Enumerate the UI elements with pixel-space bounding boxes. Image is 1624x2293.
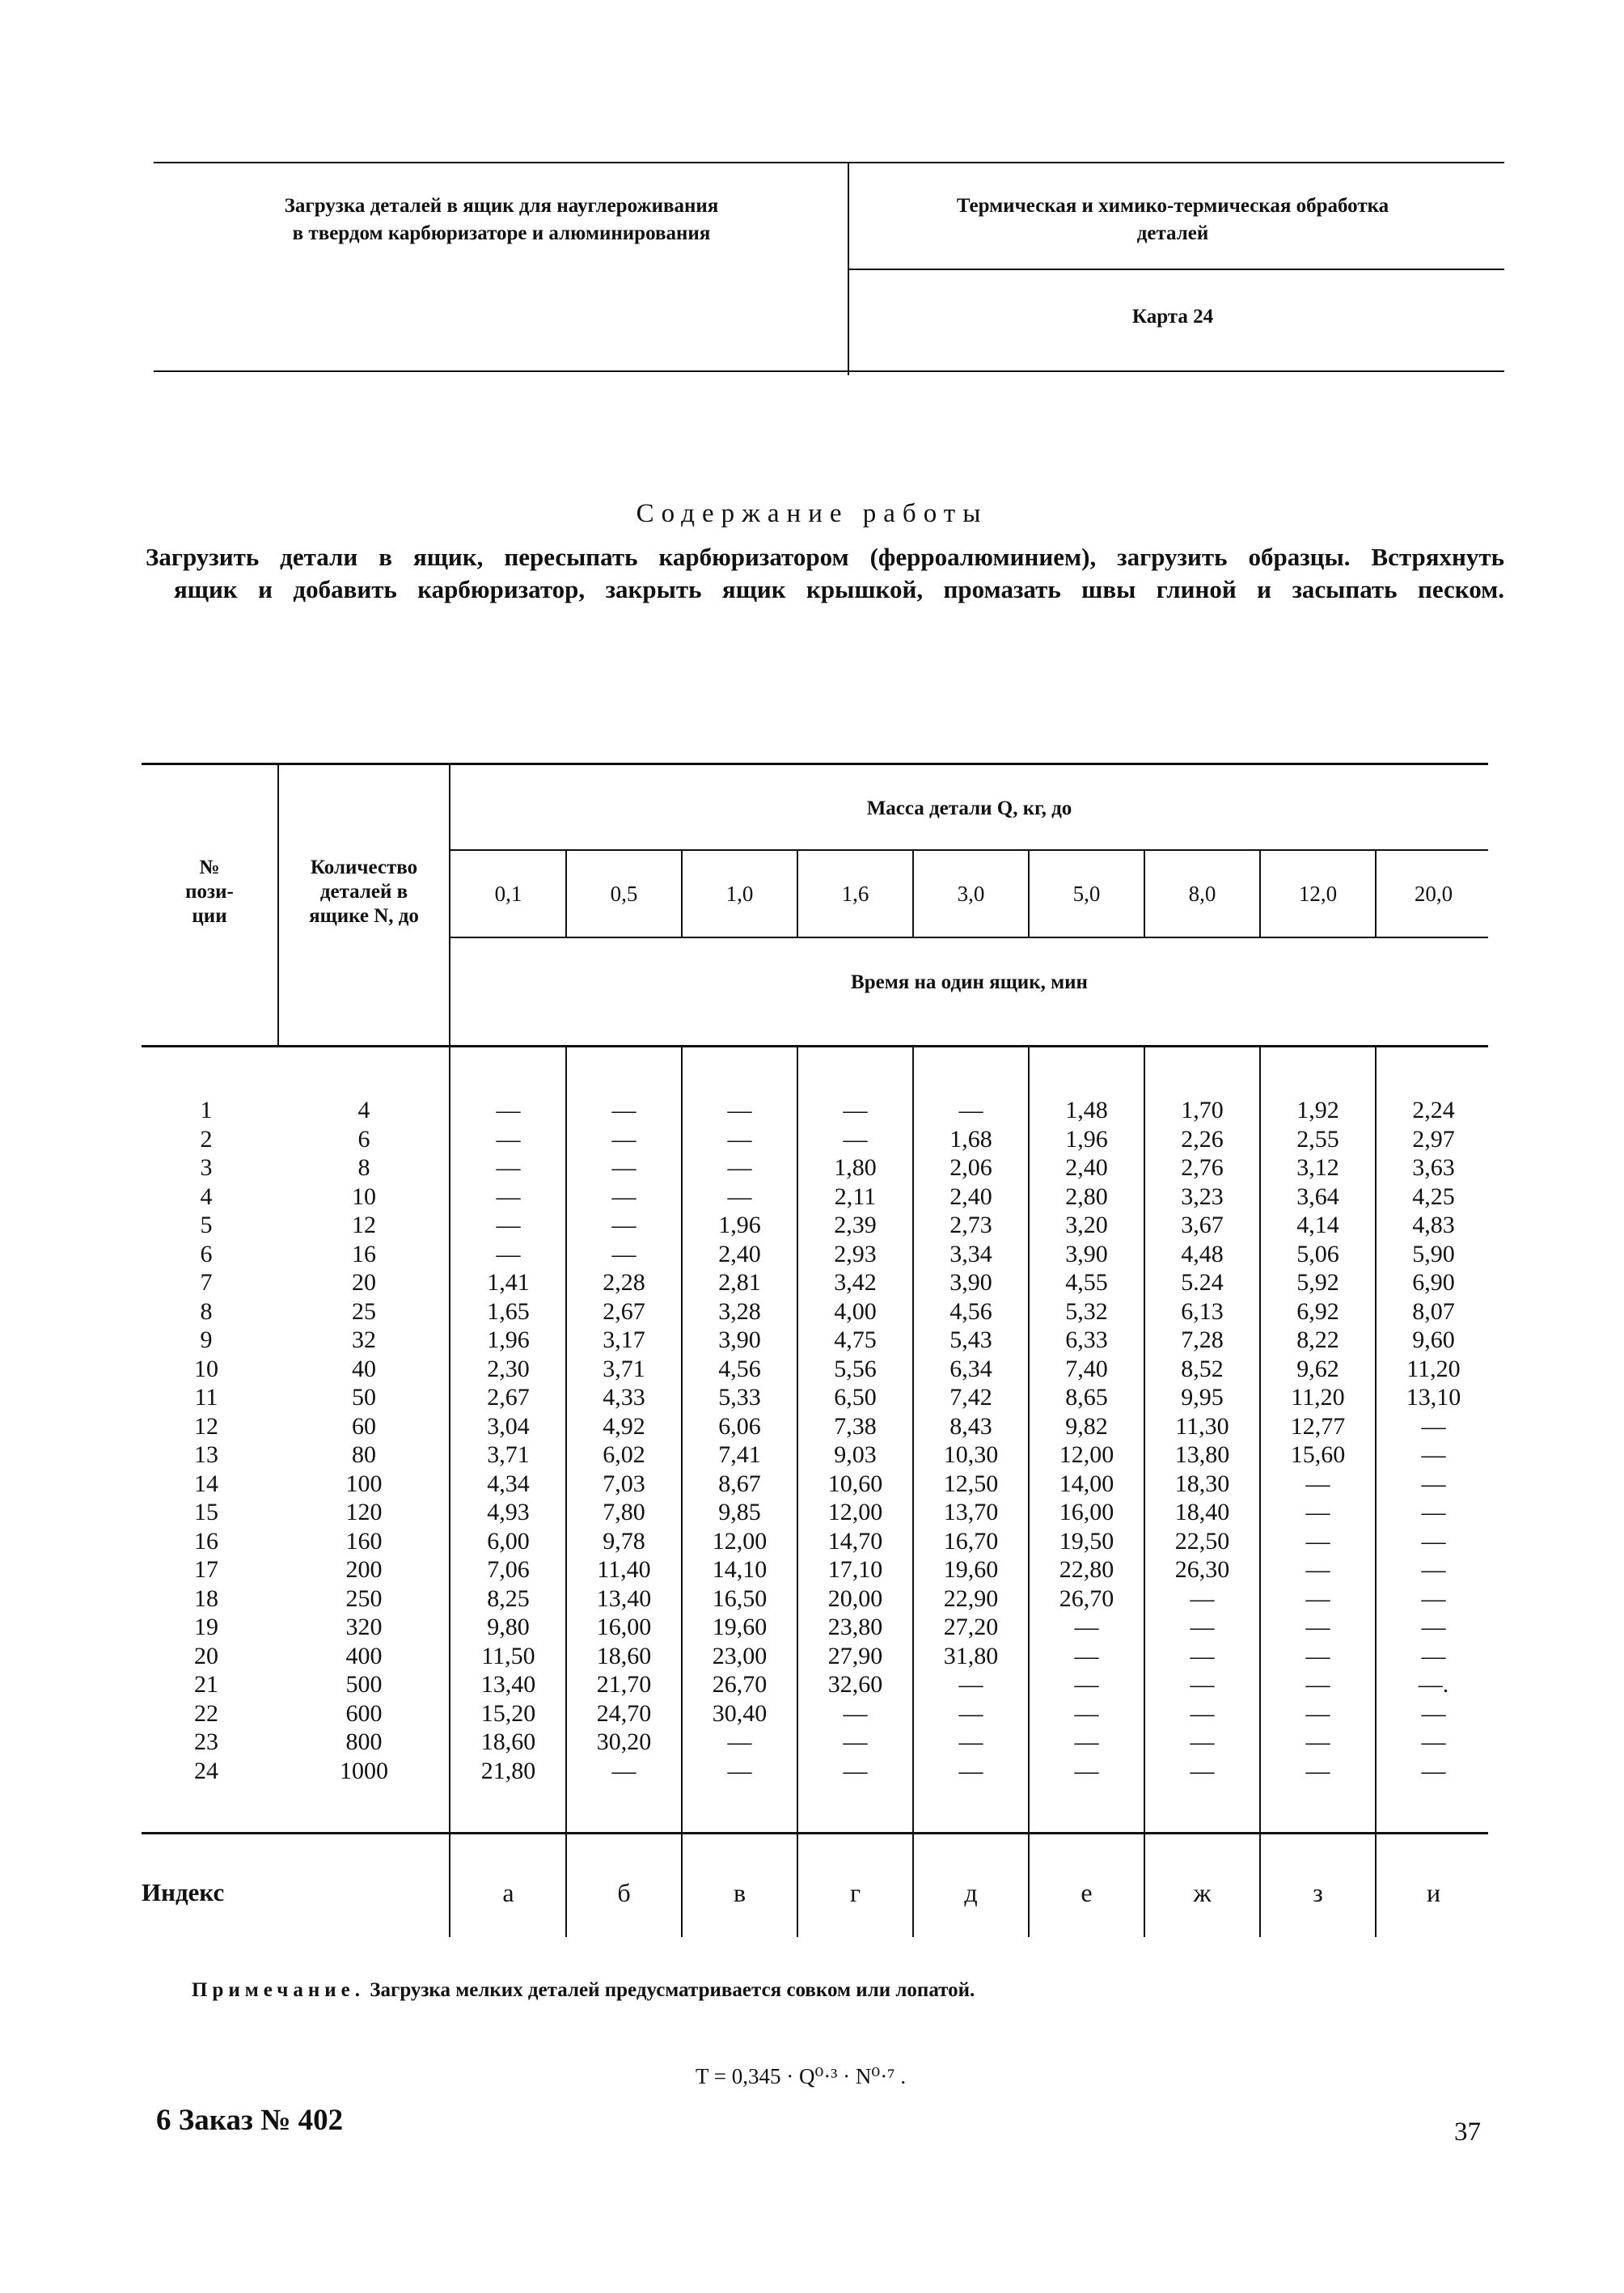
time-value: 5,32 xyxy=(1065,1297,1108,1325)
quantity-value: 800 xyxy=(345,1728,383,1755)
time-value: — xyxy=(1305,1614,1330,1640)
time-value: 2,40 xyxy=(1065,1154,1108,1181)
time-value: — xyxy=(1305,1699,1330,1727)
time-value: — xyxy=(496,1182,521,1210)
time-value: — xyxy=(1190,1757,1215,1784)
formula: T = 0,345 · Q⁰·³ · N⁰·⁷ . xyxy=(696,2064,907,2088)
time-value: 6,00 xyxy=(487,1527,530,1555)
time-value: 32,60 xyxy=(827,1671,883,1698)
time-value: 5,06 xyxy=(1296,1240,1339,1267)
time-value: 2,67 xyxy=(603,1297,645,1325)
mass-value: 0,5 xyxy=(610,882,638,906)
time-header: Время на один ящик, мин xyxy=(851,971,1088,993)
time-value: 3,04 xyxy=(487,1412,530,1440)
time-value: 2,81 xyxy=(718,1269,761,1296)
position-number: 19 xyxy=(194,1614,218,1640)
position-number: 14 xyxy=(194,1470,218,1497)
time-value: — xyxy=(843,1699,868,1727)
time-value: 11,20 xyxy=(1406,1355,1461,1382)
time-value: 14,70 xyxy=(827,1527,883,1555)
quantity-value: 100 xyxy=(345,1470,383,1497)
time-value: 2,11 xyxy=(834,1182,877,1210)
time-value: 2,73 xyxy=(949,1212,992,1238)
time-value: 3,12 xyxy=(1296,1154,1339,1181)
time-value: 2,26 xyxy=(1181,1125,1224,1153)
time-value: — xyxy=(611,1757,636,1784)
time-value: 30,40 xyxy=(712,1699,768,1727)
position-number: 16 xyxy=(194,1527,218,1555)
time-value: 13,80 xyxy=(1174,1441,1230,1468)
time-value: 18,40 xyxy=(1174,1499,1230,1525)
mass-value: 5,0 xyxy=(1072,882,1101,906)
time-value: 4,34 xyxy=(487,1470,530,1497)
time-value: — xyxy=(496,1240,521,1267)
time-value: — xyxy=(727,1154,752,1181)
time-value: — xyxy=(1421,1527,1446,1555)
time-value: 2,93 xyxy=(834,1240,877,1267)
time-value: 23,00 xyxy=(712,1642,768,1669)
time-value: 19,60 xyxy=(943,1556,999,1583)
time-value: 8,67 xyxy=(718,1470,761,1497)
header-right-title: Термическая и химико-термическая обработка деталей xyxy=(956,195,1389,244)
time-value: — xyxy=(958,1757,983,1784)
quantity-value: 16 xyxy=(352,1240,376,1267)
time-value: 1,92 xyxy=(1296,1097,1339,1123)
time-value: 18,60 xyxy=(480,1728,536,1755)
time-value: 4,25 xyxy=(1412,1182,1455,1210)
time-value: 3,28 xyxy=(718,1297,761,1325)
time-value: 2,97 xyxy=(1412,1125,1455,1153)
time-value: 3,71 xyxy=(487,1441,530,1468)
time-value: 8,43 xyxy=(949,1412,992,1440)
quantity-value: 12 xyxy=(352,1212,376,1238)
position-number: 8 xyxy=(200,1297,213,1325)
time-value: 7,06 xyxy=(487,1556,530,1583)
position-number: 9 xyxy=(200,1326,213,1353)
time-value: 1,96 xyxy=(1065,1125,1108,1153)
time-value: 6,90 xyxy=(1412,1269,1455,1296)
order-number: 6 Заказ № 402 xyxy=(156,2104,344,2137)
time-value: — xyxy=(1074,1671,1099,1698)
index-letter: б xyxy=(617,1878,631,1907)
time-value: 2,24 xyxy=(1412,1097,1455,1123)
time-value: — xyxy=(843,1125,868,1153)
time-value: 19,60 xyxy=(712,1614,768,1640)
quantity-value: 8 xyxy=(357,1154,370,1181)
position-number: 18 xyxy=(194,1584,218,1612)
time-value: 15,20 xyxy=(480,1699,536,1727)
time-value: 22,50 xyxy=(1174,1527,1230,1555)
col-header-position: № пози- ции xyxy=(185,857,234,927)
mass-value: 12,0 xyxy=(1298,882,1338,906)
position-number: 12 xyxy=(194,1412,218,1440)
time-value: 12,50 xyxy=(943,1470,999,1497)
position-number: 4 xyxy=(200,1182,213,1210)
time-value: — xyxy=(727,1757,752,1784)
note-text: Загрузка мелких деталей предусматривается совком или лопатой. xyxy=(370,1979,975,2001)
time-value: — xyxy=(496,1212,521,1238)
time-value: — xyxy=(1074,1757,1099,1784)
time-value: 9,80 xyxy=(487,1614,530,1640)
quantity-value: 20 xyxy=(352,1269,376,1296)
time-value: 6,92 xyxy=(1296,1297,1339,1325)
position-number: 21 xyxy=(194,1671,218,1698)
time-value: 8,22 xyxy=(1296,1326,1339,1353)
time-value: 9,60 xyxy=(1412,1326,1455,1353)
time-value: 22,90 xyxy=(943,1584,999,1612)
time-value: 3,42 xyxy=(834,1269,877,1296)
time-value: 30,20 xyxy=(596,1728,652,1755)
position-number: 13 xyxy=(194,1441,218,1468)
time-value: 31,80 xyxy=(943,1642,999,1669)
time-value: 1,65 xyxy=(487,1297,530,1325)
position-number: 22 xyxy=(194,1699,218,1727)
time-value: 21,70 xyxy=(596,1671,652,1698)
time-value: 2,28 xyxy=(603,1269,645,1296)
time-value: — xyxy=(843,1097,868,1123)
time-value: 12,77 xyxy=(1290,1412,1346,1440)
page-number: 37 xyxy=(1454,2117,1481,2147)
time-value: 1,96 xyxy=(718,1212,761,1238)
position-number: 6 xyxy=(200,1240,213,1267)
time-value: — xyxy=(1421,1499,1446,1525)
time-value: 4,33 xyxy=(603,1384,645,1411)
time-value: — xyxy=(1305,1728,1330,1755)
time-value: 4,93 xyxy=(487,1499,530,1525)
time-value: 3,63 xyxy=(1412,1154,1455,1181)
time-value: 6,13 xyxy=(1181,1297,1224,1325)
time-value: 9,78 xyxy=(603,1527,645,1555)
time-value: 14,10 xyxy=(712,1556,768,1583)
time-value: 3,20 xyxy=(1065,1212,1108,1238)
position-number: 7 xyxy=(200,1269,213,1296)
description-line-1: Загрузить детали в ящик, пересыпать карбюризатором (ферроалюминием), загрузить образцы. Встряхнуть xyxy=(146,543,1504,571)
index-letter: и xyxy=(1426,1878,1441,1907)
index-label: Индекс xyxy=(142,1878,225,1906)
time-value: — xyxy=(958,1097,983,1123)
time-value: 16,50 xyxy=(712,1584,768,1612)
time-value: — xyxy=(1305,1757,1330,1784)
time-value: — xyxy=(1190,1584,1215,1612)
time-value: — xyxy=(843,1757,868,1784)
time-value: 27,90 xyxy=(827,1642,883,1669)
time-value: 11,30 xyxy=(1175,1412,1229,1440)
time-value: 27,20 xyxy=(943,1614,999,1640)
time-value: 7,03 xyxy=(603,1470,645,1497)
quantity-value: 6 xyxy=(357,1125,370,1153)
time-value: — xyxy=(1421,1642,1446,1669)
time-value: 18,60 xyxy=(596,1642,652,1669)
quantity-value: 25 xyxy=(352,1297,376,1325)
time-value: 4,48 xyxy=(1181,1240,1224,1267)
note xyxy=(192,1979,975,2002)
time-value: 3,90 xyxy=(718,1326,761,1353)
time-value: 11,20 xyxy=(1291,1384,1345,1411)
time-value: 1,80 xyxy=(834,1154,877,1181)
time-value: — xyxy=(1074,1614,1099,1640)
time-value: 16,00 xyxy=(1059,1499,1114,1525)
time-value: 3,71 xyxy=(603,1355,645,1382)
time-value: 7,80 xyxy=(603,1499,645,1525)
time-value: — xyxy=(1190,1642,1215,1669)
header-left-title: Загрузка деталей в ящик для науглероживания в твердом карбюризаторе и алюминирования xyxy=(284,195,719,244)
time-value: — xyxy=(1190,1699,1215,1727)
time-value: — xyxy=(1305,1499,1330,1525)
time-value: — xyxy=(1421,1614,1446,1640)
time-value: — xyxy=(1421,1584,1446,1612)
mass-value: 3,0 xyxy=(957,882,985,906)
time-value: — xyxy=(1305,1556,1330,1583)
quantity-value: 32 xyxy=(352,1326,376,1353)
time-value: 26,70 xyxy=(712,1671,768,1698)
time-value: 2,55 xyxy=(1296,1125,1339,1153)
time-value: 8,25 xyxy=(487,1584,530,1612)
mass-value: 20,0 xyxy=(1414,882,1453,906)
mass-value: 8,0 xyxy=(1188,882,1216,906)
time-value: — xyxy=(611,1125,636,1153)
time-value: — xyxy=(496,1097,521,1123)
time-value: — xyxy=(1421,1412,1446,1440)
time-value: — xyxy=(1305,1671,1330,1698)
quantity-value: 1000 xyxy=(340,1757,388,1784)
time-value: — xyxy=(611,1212,636,1238)
time-value: 4,55 xyxy=(1065,1269,1108,1296)
note-label: Примечание. xyxy=(192,1979,366,2001)
time-value: 2,80 xyxy=(1065,1182,1108,1210)
time-value: 23,80 xyxy=(827,1614,883,1640)
quantity-value: 320 xyxy=(345,1614,383,1640)
time-value: 3,90 xyxy=(1065,1240,1108,1267)
time-value: — xyxy=(1421,1757,1446,1784)
position-number: 23 xyxy=(194,1728,218,1755)
time-value: — xyxy=(1421,1470,1446,1497)
time-value: 7,28 xyxy=(1181,1326,1224,1353)
time-value: 15,60 xyxy=(1290,1441,1346,1468)
time-value: 12,00 xyxy=(1059,1441,1114,1468)
quantity-value: 160 xyxy=(345,1527,383,1555)
time-value: 3,23 xyxy=(1181,1182,1224,1210)
time-value: — xyxy=(1305,1470,1330,1497)
time-value: 5.24 xyxy=(1181,1269,1224,1296)
quantity-value: 80 xyxy=(352,1441,376,1468)
time-value: — xyxy=(496,1154,521,1181)
time-value: 26,30 xyxy=(1174,1556,1230,1583)
time-value: 4,14 xyxy=(1296,1212,1339,1238)
time-value: — xyxy=(1074,1728,1099,1755)
position-number: 15 xyxy=(194,1499,218,1525)
position-number: 1 xyxy=(200,1097,213,1123)
mass-value: 1,0 xyxy=(725,882,754,906)
time-value: 2,06 xyxy=(949,1154,992,1181)
time-value: 4,00 xyxy=(834,1297,877,1325)
time-value: — xyxy=(1074,1699,1099,1727)
time-value: 13,10 xyxy=(1406,1384,1461,1411)
position-number: 24 xyxy=(194,1757,218,1784)
section-title: Содержание работы xyxy=(636,499,988,528)
time-value: 6,02 xyxy=(603,1441,645,1468)
mass-value: 0,1 xyxy=(494,882,522,906)
index-letter: ж xyxy=(1193,1878,1212,1907)
index-letter: а xyxy=(502,1878,514,1907)
time-value: — xyxy=(727,1182,752,1210)
time-value: 2,67 xyxy=(487,1384,530,1411)
time-value: 12,00 xyxy=(827,1499,883,1525)
position-number: 20 xyxy=(194,1642,218,1669)
time-value: — xyxy=(611,1182,636,1210)
time-value: — xyxy=(1421,1441,1446,1468)
time-value: 16,00 xyxy=(596,1614,652,1640)
time-value: 1,48 xyxy=(1065,1097,1108,1123)
time-value: 9,85 xyxy=(718,1499,761,1525)
time-value: 13,40 xyxy=(596,1584,652,1612)
time-value: 1,70 xyxy=(1181,1097,1224,1123)
time-value: 19,50 xyxy=(1059,1527,1114,1555)
mass-header: Масса детали Q, кг, до xyxy=(866,797,1072,819)
time-value: 2,76 xyxy=(1181,1154,1224,1181)
time-value: 1,68 xyxy=(949,1125,992,1153)
index-letter: з xyxy=(1313,1878,1323,1907)
time-value: 9,95 xyxy=(1181,1384,1224,1411)
time-value: — xyxy=(1305,1642,1330,1669)
time-value: 5,90 xyxy=(1412,1240,1455,1267)
time-value: — xyxy=(727,1125,752,1153)
time-value: 6,50 xyxy=(834,1384,877,1411)
time-value: 6,06 xyxy=(718,1412,761,1440)
time-value: 20,00 xyxy=(827,1584,883,1612)
time-value: 2,39 xyxy=(834,1212,877,1238)
time-value: 8,07 xyxy=(1412,1297,1455,1325)
time-value: 3,64 xyxy=(1296,1182,1339,1210)
position-number: 17 xyxy=(194,1556,218,1583)
time-value: 13,40 xyxy=(480,1671,536,1698)
time-value: — xyxy=(1190,1728,1215,1755)
time-value: — xyxy=(611,1097,636,1123)
quantity-value: 200 xyxy=(345,1556,383,1583)
time-value: 4,56 xyxy=(949,1297,992,1325)
quantity-value: 10 xyxy=(352,1182,376,1210)
card-number: Карта 24 xyxy=(1131,306,1214,328)
time-value: — xyxy=(958,1671,983,1698)
time-value: 7,41 xyxy=(718,1441,761,1468)
time-value: 22,80 xyxy=(1059,1556,1114,1583)
time-value: 6,33 xyxy=(1065,1326,1108,1353)
quantity-value: 50 xyxy=(352,1384,376,1411)
time-value: 7,42 xyxy=(949,1384,992,1411)
time-value: 7,38 xyxy=(834,1412,877,1440)
time-value: — xyxy=(1190,1614,1215,1640)
position-number: 11 xyxy=(194,1384,218,1411)
time-value: — xyxy=(1305,1527,1330,1555)
quantity-value: 250 xyxy=(345,1584,383,1612)
time-value: 1,96 xyxy=(487,1326,530,1353)
time-value: 8,52 xyxy=(1181,1355,1224,1382)
time-value: 5,92 xyxy=(1296,1269,1339,1296)
time-value: 13,70 xyxy=(943,1499,999,1525)
index-letter: д xyxy=(964,1878,978,1907)
time-value: 3,90 xyxy=(949,1269,992,1296)
time-value: — xyxy=(611,1154,636,1181)
description-line-2: ящик и добавить карбюризатор, закрыть ящик крышкой, промазать швы глиной и засыпать песком. xyxy=(174,575,1504,603)
time-value: 4,92 xyxy=(603,1412,645,1440)
time-value: 5,33 xyxy=(718,1384,761,1411)
time-value: 10,30 xyxy=(943,1441,999,1468)
quantity-value: 60 xyxy=(352,1412,376,1440)
time-value: 11,50 xyxy=(481,1642,535,1669)
time-value: 5,43 xyxy=(949,1326,992,1353)
position-number: 10 xyxy=(194,1355,218,1382)
time-value: 4,83 xyxy=(1412,1212,1455,1238)
position-number: 5 xyxy=(200,1212,213,1238)
index-letter: е xyxy=(1081,1878,1093,1907)
time-value: — xyxy=(611,1240,636,1267)
time-value: 7,40 xyxy=(1065,1355,1108,1382)
time-value: 10,60 xyxy=(827,1470,883,1497)
quantity-value: 120 xyxy=(345,1499,383,1525)
time-value: 4,75 xyxy=(834,1326,877,1353)
time-value: 11,40 xyxy=(597,1556,651,1583)
time-value: 12,00 xyxy=(712,1527,768,1555)
time-value: — xyxy=(727,1097,752,1123)
time-value: 4,56 xyxy=(718,1355,761,1382)
time-value: 21,80 xyxy=(480,1757,536,1784)
quantity-value: 500 xyxy=(345,1671,383,1698)
index-letter: г xyxy=(849,1878,861,1907)
time-value: 2,40 xyxy=(718,1240,761,1267)
time-value: 9,03 xyxy=(834,1441,877,1468)
time-value: 5,56 xyxy=(834,1355,877,1382)
quantity-value: 4 xyxy=(357,1097,370,1123)
time-value: — xyxy=(496,1125,521,1153)
time-value: 9,82 xyxy=(1065,1412,1108,1440)
time-value: 24,70 xyxy=(596,1699,652,1727)
quantity-value: 600 xyxy=(345,1699,383,1727)
time-value: — xyxy=(1421,1556,1446,1583)
time-value: — xyxy=(1074,1642,1099,1669)
time-value: 17,10 xyxy=(827,1556,883,1583)
time-value: 2,30 xyxy=(487,1355,530,1382)
quantity-value: 400 xyxy=(345,1642,383,1669)
time-value: —. xyxy=(1418,1671,1449,1698)
time-value: 3,67 xyxy=(1181,1212,1224,1238)
time-value: — xyxy=(843,1728,868,1755)
time-value: 18,30 xyxy=(1174,1470,1230,1497)
time-value: 14,00 xyxy=(1059,1470,1114,1497)
time-value: 6,34 xyxy=(949,1355,992,1382)
position-number: 2 xyxy=(200,1125,213,1153)
time-value: — xyxy=(1305,1584,1330,1612)
time-value: — xyxy=(727,1728,752,1755)
time-value: — xyxy=(1421,1728,1446,1755)
time-value: 1,41 xyxy=(487,1269,530,1296)
time-value: 16,70 xyxy=(943,1527,999,1555)
time-value: 9,62 xyxy=(1296,1355,1339,1382)
position-number: 3 xyxy=(200,1154,213,1181)
time-value: 2,40 xyxy=(949,1182,992,1210)
quantity-value: 40 xyxy=(352,1355,376,1382)
time-value: 26,70 xyxy=(1059,1584,1114,1612)
col-header-quantity: Количество деталей в ящике N, до xyxy=(309,857,419,927)
time-value: — xyxy=(1421,1699,1446,1727)
index-letter: в xyxy=(733,1878,746,1907)
time-value: 3,34 xyxy=(949,1240,992,1267)
mass-value: 1,6 xyxy=(841,882,869,906)
time-value: — xyxy=(1190,1671,1215,1698)
time-value: 3,17 xyxy=(603,1326,645,1353)
time-value: — xyxy=(958,1699,983,1727)
time-value: 8,65 xyxy=(1065,1384,1108,1411)
time-value: — xyxy=(958,1728,983,1755)
